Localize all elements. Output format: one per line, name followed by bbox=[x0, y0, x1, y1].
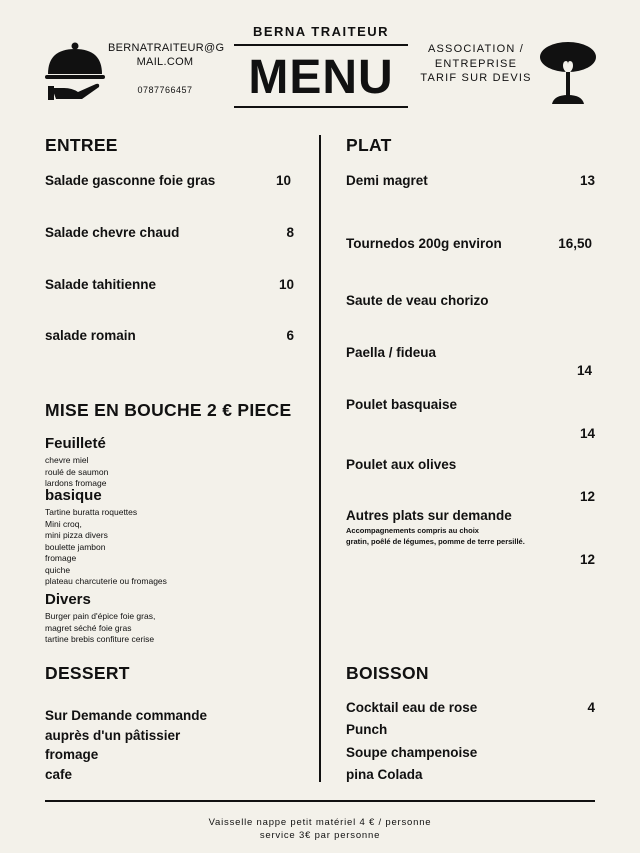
menu-item-price: 4 bbox=[587, 700, 595, 715]
title-rule-bottom bbox=[234, 106, 408, 108]
menu-item-name: Salade tahitienne bbox=[45, 277, 157, 292]
subsection-list: chevre miel roulé de saumon lardons fromage bbox=[45, 455, 109, 488]
menu-item-name: Paella / fideua bbox=[346, 345, 437, 360]
menu-item-price: 8 bbox=[286, 225, 294, 240]
title-rule-top bbox=[234, 44, 408, 46]
menu-item-name: Saute de veau chorizo bbox=[346, 293, 489, 308]
subsection-title: Divers bbox=[45, 591, 91, 608]
subsection-list: Burger pain d'épice foie gras, magret séché foie gras tartine brebis confiture cerise bbox=[45, 611, 156, 644]
menu-item-price: 14 bbox=[576, 363, 592, 378]
menu-item-name: Poulet aux olives bbox=[346, 457, 457, 472]
page-title: MENU bbox=[248, 51, 394, 104]
menu-item-price: 16,50 bbox=[558, 236, 592, 251]
footer-rule bbox=[45, 800, 595, 802]
cloche-icon bbox=[44, 40, 106, 104]
menu-item-price: 6 bbox=[286, 328, 294, 343]
footer-note: Vaisselle nappe petit matériel 4 € / personne service 3€ par personne bbox=[208, 817, 432, 841]
cake-stand-icon bbox=[538, 40, 598, 108]
menu-item-name: Salade chevre chaud bbox=[45, 225, 180, 240]
menu-item-name: Punch bbox=[346, 722, 388, 737]
menu-item-price: 12 bbox=[579, 552, 595, 567]
pricing-info: ASSOCIATION / ENTREPRISE TARIF SUR DEVIS bbox=[420, 43, 532, 84]
menu-item-name: Poulet basquaise bbox=[346, 397, 458, 412]
brand-name: BERNA TRAITEUR bbox=[252, 24, 390, 39]
menu-item-name: salade romain bbox=[45, 328, 136, 343]
menu-item-name: Autres plats sur demande bbox=[346, 508, 512, 523]
dessert-list: Sur Demande commande auprès d'un pâtissier fromage cafe bbox=[45, 708, 208, 782]
menu-item-name: pina Colada bbox=[346, 767, 423, 782]
contact-phone: 0787766457 bbox=[137, 85, 193, 95]
section-title-dessert: DESSERT bbox=[45, 663, 130, 683]
menu-item-price: 13 bbox=[579, 173, 595, 188]
menu-item-name: Salade gasconne foie gras bbox=[45, 173, 216, 188]
contact-email: BERNATRAITEUR@G MAIL.COM bbox=[108, 42, 225, 68]
section-title-plat: PLAT bbox=[346, 135, 392, 155]
menu-item-name: Demi magret bbox=[346, 173, 428, 188]
section-title-entree: ENTREE bbox=[45, 135, 118, 155]
subsection-title: basique bbox=[45, 487, 102, 504]
menu-item-price: 14 bbox=[579, 426, 595, 441]
menu-item-price: 10 bbox=[275, 173, 291, 188]
subsection-list: Tartine buratta roquettes Mini croq, mini pizza divers boulette jambon fromage quiche plateau charcuterie ou fromages bbox=[45, 507, 167, 586]
section-title-boisson: BOISSON bbox=[346, 663, 429, 683]
menu-item-name: Cocktail eau de rose bbox=[346, 700, 478, 715]
subsection-title: Feuilleté bbox=[45, 435, 106, 452]
accompaniment-note: Accompagnements compris au choix gratin, poêlé de légumes, pomme de terre persillé. bbox=[346, 526, 525, 546]
menu-item-name: Tournedos 200g environ bbox=[346, 236, 502, 251]
menu-item-price: 10 bbox=[278, 277, 294, 292]
menu-item-name: Soupe champenoise bbox=[346, 745, 478, 760]
menu-item-price: 12 bbox=[579, 489, 595, 504]
column-divider bbox=[319, 135, 321, 782]
section-title-mise-en-bouche: MISE EN BOUCHE 2 € PIECE bbox=[45, 400, 292, 420]
